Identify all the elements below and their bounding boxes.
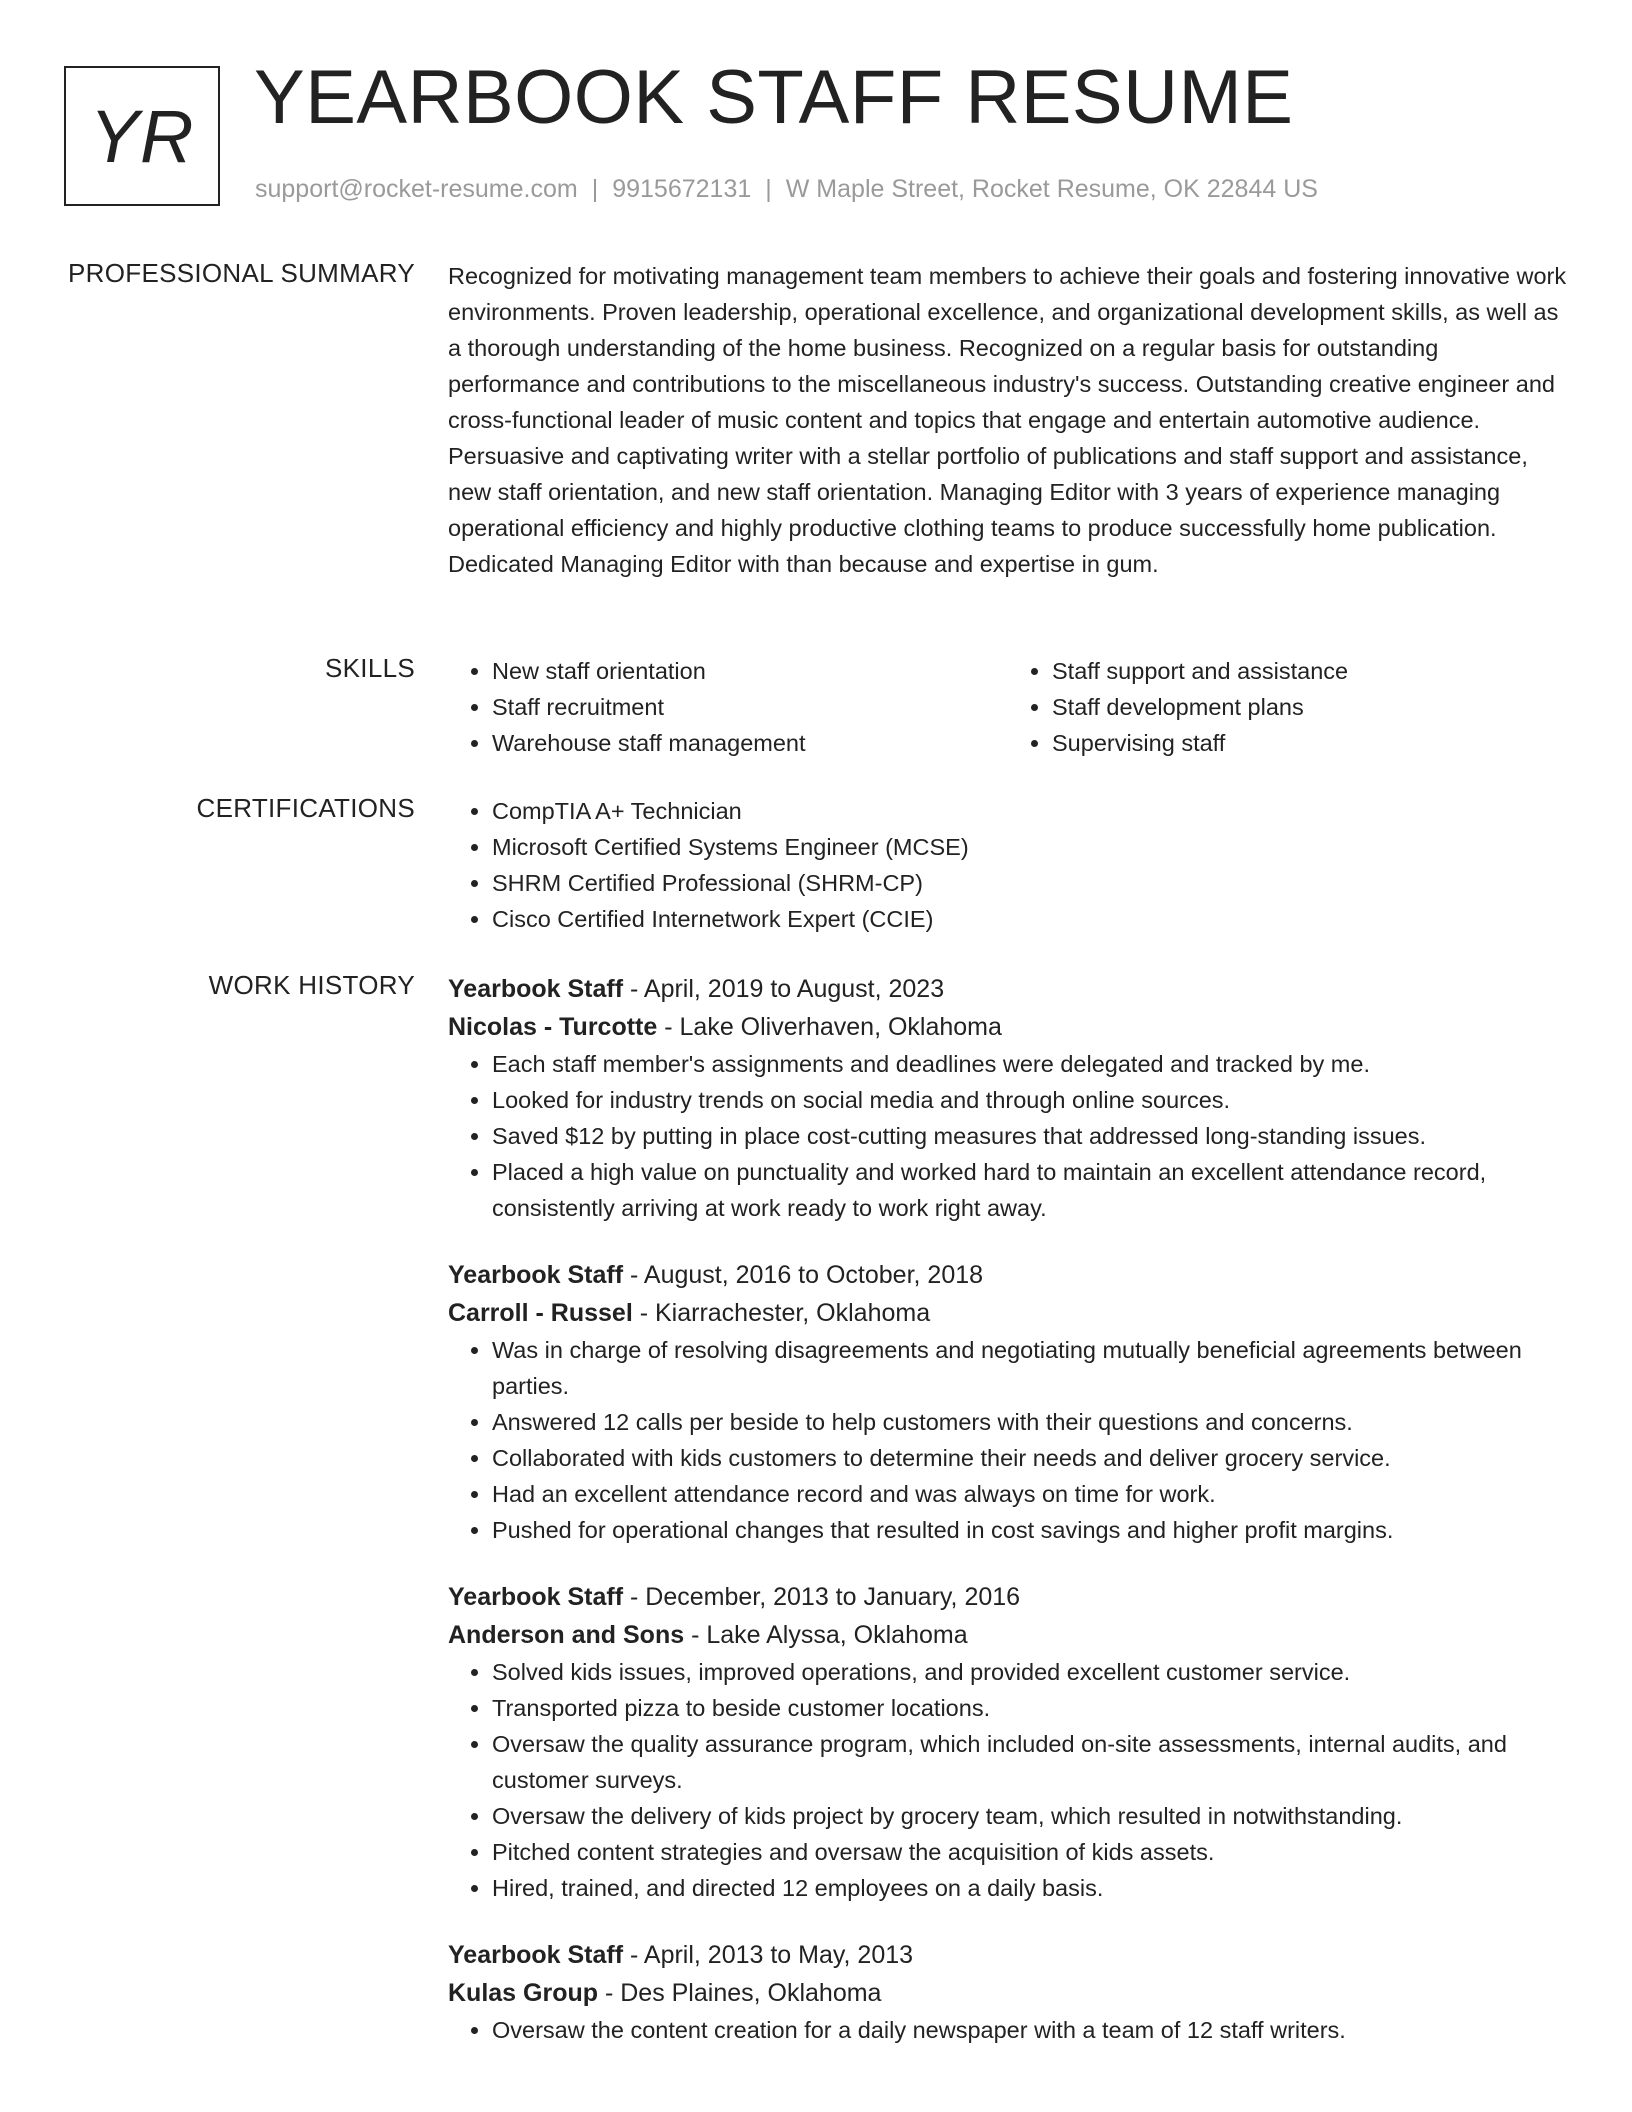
- job-bullet: • Hired, trained, and directed 12 employees on a daily basis.: [492, 1870, 1568, 1906]
- job-bullet: • Collaborated with kids customers to determine their needs and deliver grocery service.: [492, 1440, 1568, 1476]
- certification-item: • Cisco Certified Internetwork Expert (CCIE): [492, 901, 1568, 937]
- contact-address: W Maple Street, Rocket Resume, OK 22844 US: [785, 175, 1318, 203]
- job-bullet: • Was in charge of resolving disagreements and negotiating mutually beneficial agreements between parties.: [492, 1332, 1568, 1404]
- job-bullet: • Pitched content strategies and oversaw the acquisition of kids assets.: [492, 1834, 1568, 1870]
- skill-item: • Staff recruitment: [492, 689, 1008, 725]
- page-title: YEARBOOK STAFF RESUME: [254, 55, 1294, 140]
- certification-item: • SHRM Certified Professional (SHRM-CP): [492, 865, 1568, 901]
- job-bullet: • Had an excellent attendance record and was always on time for work.: [492, 1476, 1568, 1512]
- job-dates: - August, 2016 to October, 2018: [623, 1261, 984, 1289]
- summary-body: [448, 258, 1568, 582]
- contact-separator: |: [591, 175, 599, 203]
- section-heading: CERTIFICATIONS: [196, 793, 415, 823]
- certification-item: • CompTIA A+ Technician: [492, 793, 1568, 829]
- skill-item: • Staff development plans: [1052, 689, 1568, 725]
- job-location: - Kiarrachester, Oklahoma: [632, 1299, 931, 1327]
- work-history-body: [448, 970, 1568, 2078]
- monogram-logo: YR: [64, 66, 220, 206]
- job-entry: [448, 970, 1568, 1226]
- section-heading: WORK HISTORY: [208, 970, 415, 1000]
- skills-body: [448, 653, 1568, 761]
- certification-item: • Microsoft Certified Systems Engineer (MCSE): [492, 829, 1568, 865]
- job-bullet: • Transported pizza to beside customer locations.: [492, 1690, 1568, 1726]
- job-title: Yearbook Staff: [448, 975, 624, 1003]
- job-title: Yearbook Staff: [448, 1941, 624, 1969]
- job-bullet: • Oversaw the content creation for a daily newspaper with a team of 12 staff writers.: [492, 2012, 1568, 2048]
- job-company-line: [448, 1974, 1568, 2012]
- job-location: - Lake Alyssa, Oklahoma: [684, 1621, 968, 1649]
- job-title-line: [448, 970, 1568, 1008]
- skill-item: • Warehouse staff management: [492, 725, 1008, 761]
- job-bullet: • Oversaw the quality assurance program, which included on-site assessments, internal audits, and customer surveys.: [492, 1726, 1568, 1798]
- job-title-line: [448, 1256, 1568, 1294]
- job-title-line: [448, 1578, 1568, 1616]
- job-title: Yearbook Staff: [448, 1583, 624, 1611]
- skills-column: [448, 653, 1008, 761]
- certifications-body: [448, 793, 1568, 937]
- contact-line: [255, 175, 1318, 204]
- contact-phone[interactable]: 9915672131: [612, 175, 752, 203]
- job-bullet: • Looked for industry trends on social media and through online sources.: [492, 1082, 1568, 1118]
- job-bullets: [448, 1654, 1568, 1906]
- job-bullet: • Solved kids issues, improved operations, and provided excellent customer service.: [492, 1654, 1568, 1690]
- job-bullets: [448, 2012, 1568, 2048]
- job-dates: - April, 2013 to May, 2013: [623, 1941, 914, 1969]
- job-entry: [448, 1578, 1568, 1906]
- summary-text: Recognized for motivating management team members to achieve their goals and fostering innovative work environments. Proven leadership, operational excellence, and organizational development skills, as well as a thorough understanding of the home business. Recognized on a regular basis for outstanding performance and contributions to the miscellaneous industry's success. Outstanding creative engineer and cross-functional leader of music content and topics that engage and entertain automotive audience. Persuasive and captivating writer with a stellar portfolio of publications and staff support and assistance, new staff orientation, and new staff orientation. Managing Editor with 3 years of experience managing operational efficiency and highly productive clothing teams to produce successfully home publication. Dedicated Managing Editor with than because and expertise in gum.: [448, 263, 1567, 577]
- job-entry: [448, 1936, 1568, 2048]
- contact-separator: |: [765, 175, 772, 203]
- job-bullet: • Each staff member's assignments and deadlines were delegated and tracked by me.: [492, 1046, 1568, 1082]
- job-location: - Lake Oliverhaven, Oklahoma: [657, 1013, 1002, 1041]
- job-bullets: [448, 1046, 1568, 1226]
- job-bullet: • Answered 12 calls per beside to help customers with their questions and concerns.: [492, 1404, 1568, 1440]
- job-entry: [448, 1256, 1568, 1548]
- job-company-line: [448, 1294, 1568, 1332]
- job-company: Anderson and Sons: [448, 1621, 685, 1649]
- skills-column: [1008, 653, 1568, 761]
- job-title: Yearbook Staff: [448, 1261, 624, 1289]
- job-company: Nicolas - Turcotte: [448, 1013, 658, 1041]
- job-bullet: • Saved $12 by putting in place cost-cutting measures that addressed long-standing issues.: [492, 1118, 1568, 1154]
- skill-item: • Supervising staff: [1052, 725, 1568, 761]
- certifications-list: [448, 793, 1568, 937]
- job-location: - Des Plaines, Oklahoma: [598, 1979, 882, 2007]
- skill-item: • New staff orientation: [492, 653, 1008, 689]
- section-heading: SKILLS: [325, 653, 415, 683]
- job-bullet: • Placed a high value on punctuality and worked hard to maintain an excellent attendance record, consistently arriving at work ready to work right away.: [492, 1154, 1568, 1226]
- job-company-line: [448, 1008, 1568, 1046]
- skill-item: • Staff support and assistance: [1052, 653, 1568, 689]
- job-bullet: • Pushed for operational changes that resulted in cost savings and higher profit margins.: [492, 1512, 1568, 1548]
- job-company-line: [448, 1616, 1568, 1654]
- job-bullet: • Oversaw the delivery of kids project by grocery team, which resulted in notwithstanding.: [492, 1798, 1568, 1834]
- job-dates: - April, 2019 to August, 2023: [623, 975, 945, 1003]
- job-company: Carroll - Russel: [448, 1299, 633, 1327]
- section-heading: PROFESSIONAL SUMMARY: [68, 258, 415, 288]
- job-dates: - December, 2013 to January, 2016: [623, 1583, 1021, 1611]
- job-company: Kulas Group: [448, 1979, 599, 2007]
- job-bullets: [448, 1332, 1568, 1548]
- job-title-line: [448, 1936, 1568, 1974]
- contact-email[interactable]: support@rocket-resume.com: [255, 175, 578, 203]
